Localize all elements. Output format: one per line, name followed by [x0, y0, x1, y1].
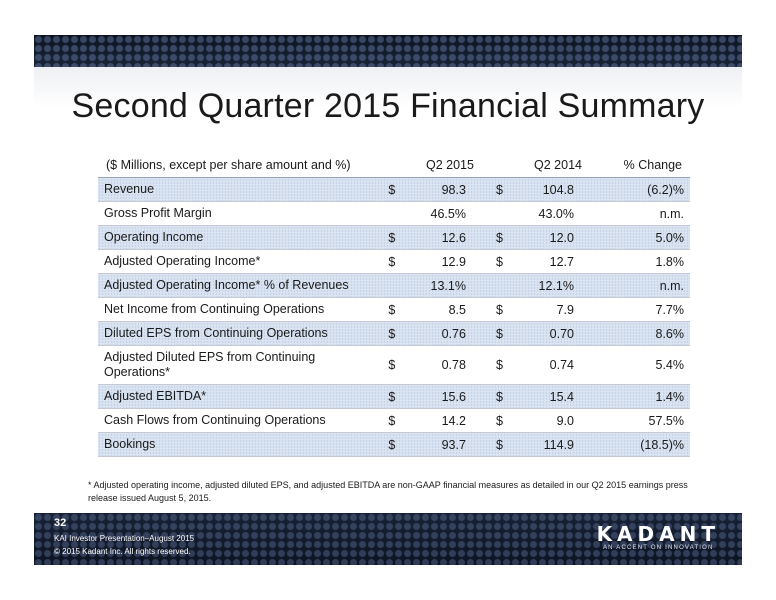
q2-2014-value: $ 12.0: [482, 226, 590, 250]
table-row: [98, 409, 690, 433]
kadant-logo: [597, 523, 720, 551]
q2-2015-value: 13.1%: [374, 274, 482, 298]
change-value: 1.4%: [590, 385, 690, 409]
table-row: [98, 178, 690, 202]
column-header-q2-2014: Q2 2014: [482, 153, 590, 178]
column-header-change: % Change: [590, 153, 690, 178]
change-value: 1.8%: [590, 250, 690, 274]
row-label: Adjusted Operating Income*: [98, 250, 374, 274]
row-label: Adjusted Diluted EPS from Continuing Operations*: [98, 346, 374, 385]
q2-2015-value: $ 0.76: [374, 322, 482, 346]
table-row: [98, 202, 690, 226]
table-row: [98, 346, 690, 385]
change-value: n.m.: [590, 274, 690, 298]
q2-2015-value: $ 12.9: [374, 250, 482, 274]
footnote-text: Adjusted operating income, adjusted diluted EPS, and adjusted EBITDA are non-GAAP financial measures as detailed in our Q2 2015 earnings press release issued August 5, 2015.: [88, 480, 688, 503]
q2-2015-value: 46.5%: [374, 202, 482, 226]
q2-2014-value: $ 0.70: [482, 322, 590, 346]
change-value: 57.5%: [590, 409, 690, 433]
footnote-marker: *: [88, 480, 92, 490]
row-label: Revenue: [98, 178, 374, 202]
change-value: 5.4%: [590, 346, 690, 385]
header-band: [34, 35, 742, 67]
row-label: Gross Profit Margin: [98, 202, 374, 226]
q2-2014-value: 43.0%: [482, 202, 590, 226]
q2-2014-value: $ 114.9: [482, 433, 590, 457]
q2-2015-value: $ 98.3: [374, 178, 482, 202]
q2-2014-value: $ 15.4: [482, 385, 590, 409]
slide: [34, 35, 742, 565]
q2-2015-value: $ 8.5: [374, 298, 482, 322]
q2-2014-value: $ 9.0: [482, 409, 590, 433]
table-row: [98, 433, 690, 457]
q2-2015-value: $ 14.2: [374, 409, 482, 433]
q2-2014-value: $ 104.8: [482, 178, 590, 202]
row-label: Operating Income: [98, 226, 374, 250]
q2-2015-value: $ 93.7: [374, 433, 482, 457]
copyright-notice: © 2015 Kadant Inc. All rights reserved.: [54, 547, 191, 556]
q2-2015-value: $ 0.78: [374, 346, 482, 385]
row-label: Cash Flows from Continuing Operations: [98, 409, 374, 433]
table-row: [98, 250, 690, 274]
table-row: [98, 226, 690, 250]
row-label: Diluted EPS from Continuing Operations: [98, 322, 374, 346]
presentation-name: KAI Investor Presentation–August 2015: [54, 534, 195, 543]
q2-2014-value: $ 0.74: [482, 346, 590, 385]
column-header-metric: ($ Millions, except per share amount and %): [98, 153, 374, 178]
q2-2015-value: $ 15.6: [374, 385, 482, 409]
table-row: [98, 298, 690, 322]
row-label: Adjusted EBITDA*: [98, 385, 374, 409]
change-value: 5.0%: [590, 226, 690, 250]
change-value: 7.7%: [590, 298, 690, 322]
row-label: Net Income from Continuing Operations: [98, 298, 374, 322]
q2-2014-value: $ 12.7: [482, 250, 590, 274]
table-header-row: [98, 153, 690, 178]
q2-2014-value: $ 7.9: [482, 298, 590, 322]
financial-summary-table: [98, 153, 690, 457]
q2-2014-value: 12.1%: [482, 274, 590, 298]
change-value: n.m.: [590, 202, 690, 226]
brand-tagline: AN ACCENT ON INNOVATION: [602, 545, 714, 551]
column-header-q2-2015: Q2 2015: [374, 153, 482, 178]
row-label: Bookings: [98, 433, 374, 457]
q2-2015-value: $ 12.6: [374, 226, 482, 250]
table-row: [98, 385, 690, 409]
brand-name: KADANT: [596, 522, 720, 546]
change-value: (18.5)%: [590, 433, 690, 457]
footnote: [88, 479, 708, 505]
page-number: 32: [54, 517, 67, 529]
row-label: Adjusted Operating Income* % of Revenues: [98, 274, 374, 298]
table-row: [98, 274, 690, 298]
table-row: [98, 322, 690, 346]
change-value: (6.2)%: [590, 178, 690, 202]
change-value: 8.6%: [590, 322, 690, 346]
slide-title: Second Quarter 2015 Financial Summary: [71, 87, 705, 125]
